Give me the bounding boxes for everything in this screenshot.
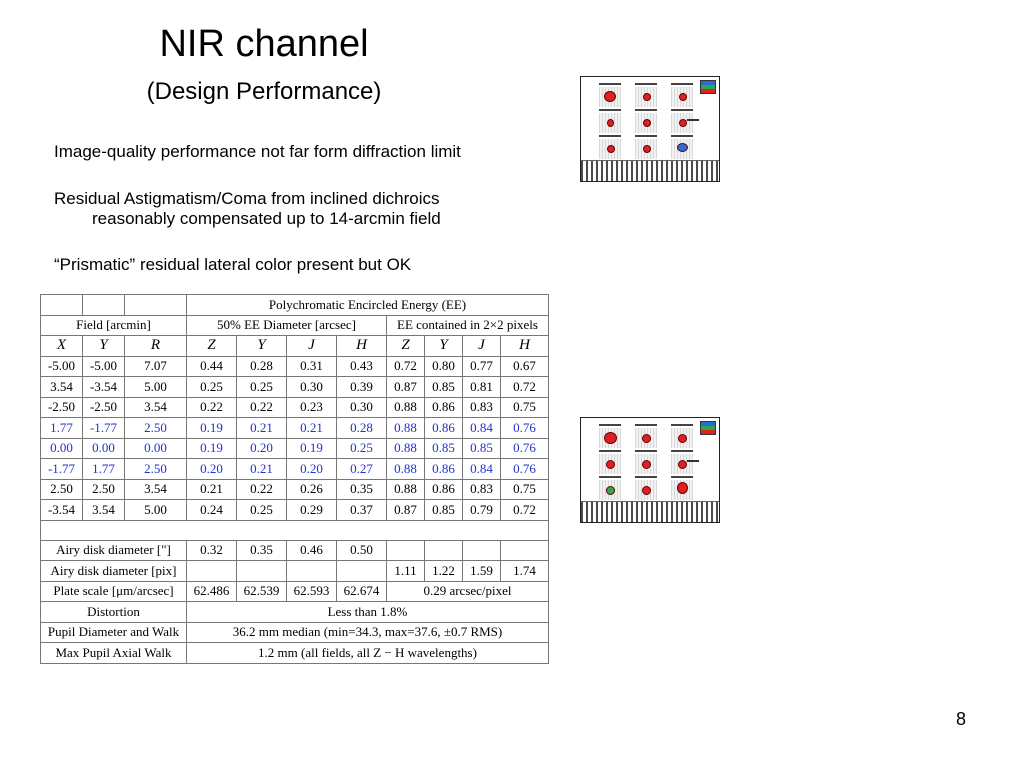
plate-scale-row [41, 581, 549, 602]
column-header: Z [387, 336, 425, 357]
table-cell: 0.25 [337, 438, 387, 459]
table-cell: 0.75 [501, 479, 549, 500]
table-cell: 1.11 [387, 561, 425, 582]
table-cell: -1.77 [83, 418, 125, 439]
table-group-header-row [41, 295, 549, 316]
pupil-row [41, 622, 549, 643]
spot-point [642, 486, 651, 495]
table-cell: 62.539 [237, 581, 287, 602]
spot-legend-2 [700, 421, 716, 435]
table-cell: 0.86 [425, 397, 463, 418]
table-row [41, 438, 549, 459]
table-cell: 0.85 [463, 438, 501, 459]
spot-diagram-figure-2 [580, 417, 720, 523]
table-cell: 62.674 [337, 581, 387, 602]
spot-legend-1 [700, 80, 716, 94]
bullet-astigmatism [54, 189, 441, 229]
field-header: Field [arcmin] [41, 315, 187, 336]
table-body [41, 356, 549, 520]
table-cell: 0.86 [425, 418, 463, 439]
table-cell: 0.50 [337, 540, 387, 561]
max-pupil-row [41, 643, 549, 664]
table-cell: 0.22 [237, 397, 287, 418]
table-column-header-row [41, 336, 549, 357]
table-cell: 0.21 [287, 418, 337, 439]
table-cell: 0.87 [387, 500, 425, 521]
spot-footer-1 [581, 160, 719, 181]
table-cell: 7.07 [125, 356, 187, 377]
table-cell: 0.00 [83, 438, 125, 459]
table-cell: 5.00 [125, 377, 187, 398]
column-header: H [501, 336, 549, 357]
table-cell: 0.83 [463, 397, 501, 418]
table-cell: 0.43 [337, 356, 387, 377]
table-cell: 2.50 [83, 479, 125, 500]
table-cell: 62.593 [287, 581, 337, 602]
table-cell: 2.50 [41, 479, 83, 500]
table-cell: 0.35 [237, 540, 287, 561]
table-cell: 0.25 [237, 377, 287, 398]
table-cell: 0.21 [237, 459, 287, 480]
table-cell: 0.30 [337, 397, 387, 418]
spot-point [643, 145, 651, 153]
table-cell: 2.50 [125, 459, 187, 480]
column-header: X [41, 336, 83, 357]
airy-pix-row [41, 561, 549, 582]
table-cell: 0.32 [187, 540, 237, 561]
spot-point [604, 432, 617, 444]
table-cell: 0.35 [337, 479, 387, 500]
table-cell: 3.54 [83, 500, 125, 521]
table-cell: 0.22 [237, 479, 287, 500]
airy-arcsec-row [41, 540, 549, 561]
table-row [41, 356, 549, 377]
table-cell: 0.28 [337, 418, 387, 439]
table-spacer-row [41, 520, 549, 540]
table-cell: 0.27 [337, 459, 387, 480]
table-cell: -2.50 [83, 397, 125, 418]
table-cell: 0.22 [187, 397, 237, 418]
bullet-lateral-color: “Prismatic” residual lateral color present but OK [54, 255, 412, 274]
column-header: R [125, 336, 187, 357]
slide-subtitle: (Design Performance) [146, 78, 382, 105]
table-cell: 0.77 [463, 356, 501, 377]
table-cell: 0.20 [187, 459, 237, 480]
table-cell: 1.77 [41, 418, 83, 439]
table-cell: 0.79 [463, 500, 501, 521]
table-cell: -2.50 [41, 397, 83, 418]
table-cell: -1.77 [41, 459, 83, 480]
table-cell: 0.75 [501, 397, 549, 418]
table-cell: 0.37 [337, 500, 387, 521]
bullet-astigmatism-line2: reasonably compensated up to 14-arcmin field [92, 209, 441, 228]
table-cell: 0.29 [287, 500, 337, 521]
table-cell: 0.88 [387, 418, 425, 439]
plate-scale-label: Plate scale [μm/arcsec] [41, 581, 187, 602]
table-cell: 0.84 [463, 459, 501, 480]
ee-diameter-header: 50% EE Diameter [arcsec] [187, 315, 387, 336]
table-cell: 0.80 [425, 356, 463, 377]
column-header: Y [83, 336, 125, 357]
spot-point [643, 93, 651, 101]
spot-point [606, 460, 615, 469]
spot-point [677, 482, 688, 494]
table-cell: 0.25 [237, 500, 287, 521]
distortion-label: Distortion [41, 602, 187, 623]
slide-title: NIR channel [159, 23, 369, 65]
distortion-value: Less than 1.8% [187, 602, 549, 623]
table-cell: 0.23 [287, 397, 337, 418]
bullet-astigmatism-line1: Residual Astigmatism/Coma from inclined dichroics [54, 189, 440, 208]
table-cell: 0.83 [463, 479, 501, 500]
table-cell: 0.67 [501, 356, 549, 377]
table-cell: 0.85 [425, 500, 463, 521]
spot-point [679, 93, 687, 101]
table-cell: 0.19 [287, 438, 337, 459]
table-cell: 0.88 [387, 479, 425, 500]
spot-footer-2 [581, 501, 719, 522]
spot-point [607, 119, 614, 127]
table-cell: 0.00 [125, 438, 187, 459]
table-row [41, 377, 549, 398]
column-header: H [337, 336, 387, 357]
spot-point [679, 119, 687, 127]
table-cell: 0.26 [287, 479, 337, 500]
column-header: Z [187, 336, 237, 357]
table-cell: 0.85 [425, 377, 463, 398]
table-cell: 0.86 [425, 459, 463, 480]
table-cell: 0.30 [287, 377, 337, 398]
spot-point [678, 460, 687, 469]
table-cell: 5.00 [125, 500, 187, 521]
table-cell: 0.76 [501, 418, 549, 439]
table-cell: 0.28 [237, 356, 287, 377]
table-cell: 1.22 [425, 561, 463, 582]
table-cell: 0.72 [501, 377, 549, 398]
table-cell: 0.00 [41, 438, 83, 459]
column-header: J [287, 336, 337, 357]
table-row [41, 459, 549, 480]
table-cell: 0.19 [187, 438, 237, 459]
spot-point [606, 486, 615, 495]
spot-diagram-figure-1 [580, 76, 720, 182]
table-cell: 0.19 [187, 418, 237, 439]
table-cell: 1.59 [463, 561, 501, 582]
table-cell: 0.87 [387, 377, 425, 398]
table-cell: 0.76 [501, 438, 549, 459]
column-header: J [463, 336, 501, 357]
column-header: Y [425, 336, 463, 357]
table-cell: 0.72 [387, 356, 425, 377]
table-cell: 2.50 [125, 418, 187, 439]
ee-pixels-header: EE contained in 2×2 pixels [387, 315, 549, 336]
table-cell: 0.46 [287, 540, 337, 561]
table-cell: 1.74 [501, 561, 549, 582]
spot-point [607, 145, 615, 153]
table-cell: 0.72 [501, 500, 549, 521]
table-cell: 0.44 [187, 356, 237, 377]
table-cell: 0.84 [463, 418, 501, 439]
table-cell: 0.24 [187, 500, 237, 521]
spot-point [643, 119, 651, 127]
table-subheader-row [41, 315, 549, 336]
table-cell: 0.76 [501, 459, 549, 480]
table-row [41, 500, 549, 521]
distortion-row [41, 602, 549, 623]
table-cell: -3.54 [83, 377, 125, 398]
table-cell: 3.54 [125, 479, 187, 500]
max-pupil-value: 1.2 mm (all fields, all Z − H wavelengths) [187, 643, 549, 664]
table-cell: 0.88 [387, 397, 425, 418]
table-row [41, 418, 549, 439]
group-header: Polychromatic Encircled Energy (EE) [187, 295, 549, 316]
table-cell: 0.31 [287, 356, 337, 377]
spot-point [677, 143, 688, 152]
airy-arcsec-label: Airy disk diameter ["] [41, 540, 187, 561]
spot-point [642, 460, 651, 469]
spot-point [642, 434, 651, 443]
max-pupil-label: Max Pupil Axial Walk [41, 643, 187, 664]
table-cell: 0.20 [287, 459, 337, 480]
table-cell: 0.81 [463, 377, 501, 398]
table-cell: 62.486 [187, 581, 237, 602]
table-cell: -5.00 [41, 356, 83, 377]
table-cell: 0.39 [337, 377, 387, 398]
pupil-label: Pupil Diameter and Walk [41, 622, 187, 643]
table-cell: 0.21 [187, 479, 237, 500]
table-cell: 3.54 [125, 397, 187, 418]
table-cell: 0.86 [425, 479, 463, 500]
table-row [41, 397, 549, 418]
bullet-image-quality: Image-quality performance not far form diffraction limit [54, 142, 461, 161]
table-cell: 0.88 [387, 459, 425, 480]
pixel-scale-value: 0.29 arcsec/pixel [387, 581, 549, 602]
pupil-value: 36.2 mm median (min=34.3, max=37.6, ±0.7 RMS) [187, 622, 549, 643]
spot-point [604, 91, 616, 102]
table-cell: 0.20 [237, 438, 287, 459]
table-cell: -3.54 [41, 500, 83, 521]
table-cell: 0.21 [237, 418, 287, 439]
column-header: Y [237, 336, 287, 357]
airy-pix-label: Airy disk diameter [pix] [41, 561, 187, 582]
table-cell: 3.54 [41, 377, 83, 398]
table-cell: -5.00 [83, 356, 125, 377]
table-cell: 0.88 [387, 438, 425, 459]
table-cell: 0.85 [425, 438, 463, 459]
table-row [41, 479, 549, 500]
encircled-energy-table [40, 294, 549, 664]
spot-point [678, 434, 687, 443]
table-cell: 0.25 [187, 377, 237, 398]
table-cell: 1.77 [83, 459, 125, 480]
page-number: 8 [955, 709, 966, 729]
